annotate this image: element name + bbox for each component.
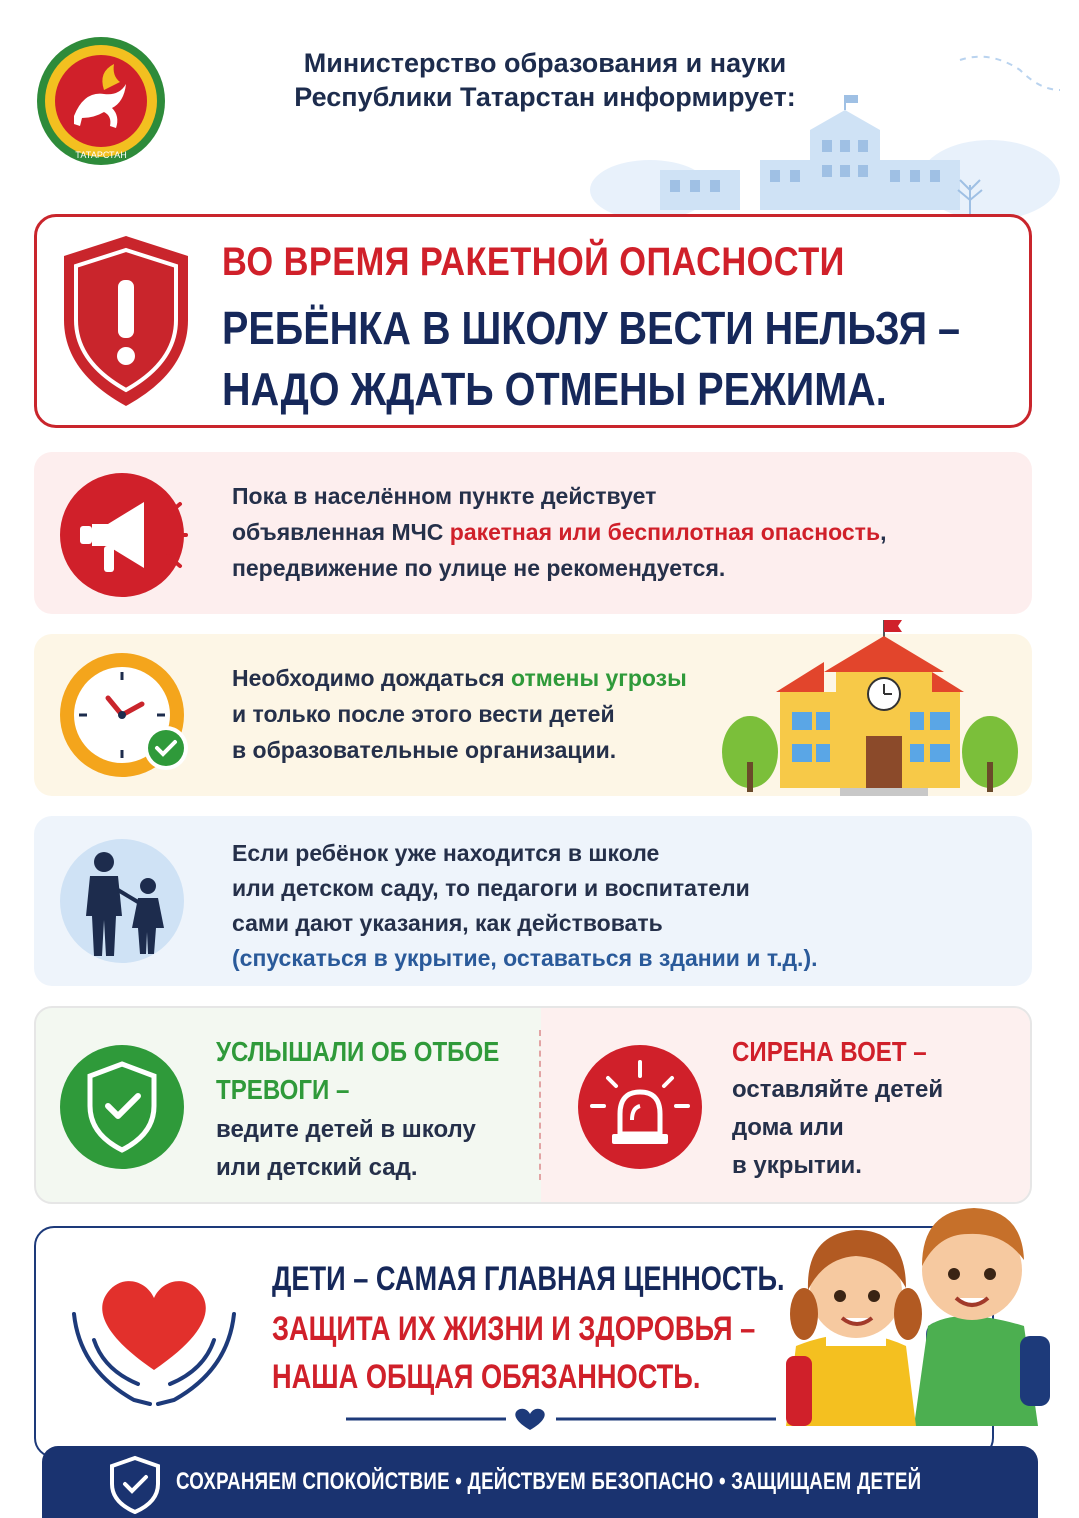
children-icon (786, 1196, 1058, 1452)
panel-divider (539, 1030, 541, 1180)
card1-comma: , (880, 519, 887, 545)
card3-line-1: Если ребёнок уже находится в школе (232, 840, 660, 866)
card2-text (232, 660, 687, 768)
siren-text-2: дома или (732, 1114, 844, 1141)
footer-slogan: СОХРАНЯЕМ СПОКОЙСТВИЕ • ДЕЙСТВУЕМ БЕЗОПАСНО • ЗАЩИЩАЕМ ДЕТЕЙ (176, 1468, 922, 1495)
card1-line-1: Пока в населённом пункте действует (232, 483, 657, 509)
card2-line-3: в образовательные организации. (232, 737, 617, 763)
card3-text (232, 836, 818, 976)
card2-line-1 (232, 660, 687, 696)
card3-line-3: сами дают указания, как действовать (232, 910, 663, 936)
heart-hands-icon (64, 1250, 244, 1420)
siren-text-3: в укрытии. (732, 1152, 862, 1179)
megaphone-icon (56, 470, 196, 600)
header-line-1: Министерство образования и науки (303, 48, 787, 78)
all-clear-heading-1: УСЛЫШАЛИ ОБ ОТБОЕ (216, 1036, 500, 1067)
warning-line-1: ВО ВРЕМЯ РАКЕТНОЙ ОПАСНОСТИ (222, 240, 845, 284)
emblem-text: ТАТАРСТАН (75, 150, 127, 160)
card2-highlight: отмены угрозы (511, 665, 687, 691)
values-line-1: ДЕТИ – САМАЯ ГЛАВНАЯ ЦЕННОСТЬ. (272, 1260, 785, 1298)
shield-footer-icon (108, 1454, 162, 1514)
header-line-2: Республики Татарстан информирует: (294, 82, 796, 112)
card3-line-2: или детском саду, то педагоги и воспитатели (232, 875, 750, 901)
card2-line-1-plain: Необходимо дождаться (232, 665, 511, 691)
siren-text-1: оставляйте детей (732, 1076, 944, 1103)
all-clear-heading-2: ТРЕВОГИ – (216, 1074, 350, 1105)
tatarstan-emblem-icon (34, 34, 168, 168)
siren-heading: СИРЕНА ВОЕТ – (732, 1036, 927, 1067)
siren-icon (574, 1040, 714, 1174)
clock-check-icon (56, 648, 196, 782)
all-clear-text-2: или детский сад. (216, 1154, 418, 1181)
shield-exclamation-icon (58, 232, 194, 410)
school-building-icon (720, 612, 1020, 802)
warning-line-2: РЕБЁНКА В ШКОЛУ ВЕСТИ НЕЛЬЗЯ – (222, 302, 961, 354)
card1-text (232, 478, 886, 586)
all-clear-text-1: ведите детей в школу (216, 1116, 476, 1143)
values-line-2: ЗАЩИТА ИХ ЖИЗНИ И ЗДОРОВЬЯ – (272, 1310, 756, 1348)
card1-line-2 (232, 514, 886, 550)
card3-line-4: (спускаться в укрытие, оставаться в здании и т.д.). (232, 945, 818, 971)
parent-child-icon (56, 834, 196, 968)
card1-highlight: ракетная или беспилотная опасность (449, 519, 881, 545)
values-line-3: НАША ОБЩАЯ ОБЯЗАННОСТЬ. (272, 1358, 701, 1396)
shield-check-icon (56, 1040, 196, 1174)
heart-divider-icon (346, 1404, 776, 1434)
header-title (220, 46, 870, 114)
warning-line-3: НАДО ЖДАТЬ ОТМЕНЫ РЕЖИМА. (222, 363, 887, 415)
card1-line-2-plain: объявленная МЧС (232, 519, 450, 545)
card2-line-2: и только после этого вести детей (232, 701, 615, 727)
card1-line-3: передвижение по улице не рекомендуется. (232, 555, 726, 581)
